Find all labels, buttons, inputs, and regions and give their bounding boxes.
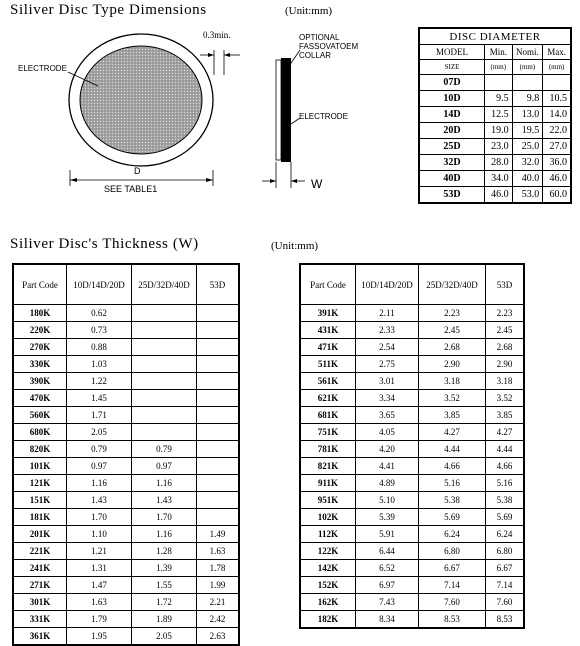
value-cell: 60.0 [543, 187, 571, 204]
value-cell [197, 322, 240, 339]
table-row [300, 560, 524, 577]
value-cell: 2.68 [419, 339, 486, 356]
label-optional: OPTIONAL [299, 33, 340, 42]
value-cell: 7.60 [419, 594, 486, 611]
part-code-cell: 181K [13, 509, 67, 526]
table-row [300, 611, 524, 629]
value-cell: 1.55 [132, 577, 197, 594]
value-cell: 4.05 [356, 424, 419, 441]
value-cell: 0.73 [67, 322, 132, 339]
value-cell [197, 475, 240, 492]
value-cell: 1.03 [67, 356, 132, 373]
value-cell: 5.39 [356, 509, 419, 526]
table-row [419, 155, 571, 171]
value-cell: 2.42 [197, 611, 240, 628]
value-cell: 40.0 [512, 171, 543, 187]
value-cell: 2.21 [197, 594, 240, 611]
value-cell [132, 305, 197, 322]
part-code-cell: 951K [300, 492, 356, 509]
table-row [13, 509, 239, 526]
value-cell: 1.21 [67, 543, 132, 560]
table-row [300, 390, 524, 407]
table-row [300, 407, 524, 424]
thickness-header: 25D/32D/40D [419, 264, 486, 305]
value-cell: 2.68 [486, 339, 525, 356]
part-code-cell: 142K [300, 560, 356, 577]
thickness-right-rows [300, 305, 524, 629]
value-cell: 3.52 [419, 390, 486, 407]
label-see-table: SEE TABLE1 [104, 184, 158, 194]
value-cell: 1.16 [67, 475, 132, 492]
value-cell: 2.11 [356, 305, 419, 322]
part-code-cell: 560K [13, 407, 67, 424]
table-row [419, 171, 571, 187]
table-row [13, 628, 239, 646]
value-cell: 23.0 [485, 139, 513, 155]
value-cell: 3.34 [356, 390, 419, 407]
value-cell: 1.89 [132, 611, 197, 628]
thickness-table-right [299, 263, 525, 629]
value-cell: 3.65 [356, 407, 419, 424]
value-cell: 6.80 [486, 543, 525, 560]
thickness-header: 25D/32D/40D [132, 264, 197, 305]
part-code-cell: 151K [13, 492, 67, 509]
part-code-cell: 152K [300, 577, 356, 594]
value-cell: 12.5 [485, 107, 513, 123]
label-thickness-note: 0.3min. [203, 30, 231, 40]
part-code-cell: 112K [300, 526, 356, 543]
value-cell [132, 339, 197, 356]
value-cell: 6.67 [419, 560, 486, 577]
table-row [13, 458, 239, 475]
table-row [13, 441, 239, 458]
value-cell: 1.79 [67, 611, 132, 628]
value-cell [197, 373, 240, 390]
table-row [300, 322, 524, 339]
value-cell [132, 322, 197, 339]
value-cell: 4.66 [419, 458, 486, 475]
dimensions-unit: (Unit:mm) [285, 5, 333, 17]
value-cell: 1.16 [132, 526, 197, 543]
value-cell: 4.20 [356, 441, 419, 458]
table-row [300, 475, 524, 492]
value-cell: 6.67 [486, 560, 525, 577]
value-cell [132, 356, 197, 373]
table-row [300, 356, 524, 373]
table-row [13, 526, 239, 543]
disc-electrode [80, 46, 202, 154]
part-code-cell: 20D [419, 123, 485, 139]
diameter-subheader: (mm) [512, 60, 543, 75]
disc-side-view [281, 58, 291, 162]
value-cell: 1.10 [67, 526, 132, 543]
value-cell: 2.90 [419, 356, 486, 373]
table-row [300, 458, 524, 475]
value-cell: 8.53 [486, 611, 525, 629]
diameter-header: Nomi. [512, 45, 543, 60]
part-code-cell: 201K [13, 526, 67, 543]
value-cell: 10.5 [543, 91, 571, 107]
part-code-cell: 122K [300, 543, 356, 560]
value-cell [132, 390, 197, 407]
value-cell: 1.78 [197, 560, 240, 577]
value-cell: 1.99 [197, 577, 240, 594]
value-cell: 2.05 [67, 424, 132, 441]
value-cell: 3.18 [486, 373, 525, 390]
value-cell: 0.97 [132, 458, 197, 475]
table-row [13, 424, 239, 441]
value-cell: 4.27 [419, 424, 486, 441]
part-code-cell: 301K [13, 594, 67, 611]
value-cell: 4.41 [356, 458, 419, 475]
table-row [300, 305, 524, 322]
value-cell: 1.47 [67, 577, 132, 594]
value-cell: 9.8 [512, 91, 543, 107]
thickness-title: Siliver Disc's Thickness (W) [10, 236, 199, 252]
value-cell: 46.0 [485, 187, 513, 204]
value-cell: 1.45 [67, 390, 132, 407]
value-cell: 0.88 [67, 339, 132, 356]
value-cell: 5.69 [486, 509, 525, 526]
value-cell: 22.0 [543, 123, 571, 139]
value-cell: 2.45 [419, 322, 486, 339]
value-cell: 53.0 [512, 187, 543, 204]
table-row [300, 424, 524, 441]
value-cell: 2.33 [356, 322, 419, 339]
part-code-cell: 220K [13, 322, 67, 339]
diameter-header: Max. [543, 45, 571, 60]
table-row [13, 390, 239, 407]
table-row [13, 322, 239, 339]
value-cell: 2.63 [197, 628, 240, 646]
thickness-header: Part Code [300, 264, 356, 305]
part-code-cell: 390K [13, 373, 67, 390]
value-cell [197, 509, 240, 526]
thickness-header: 53D [197, 264, 240, 305]
value-cell: 6.52 [356, 560, 419, 577]
value-cell [132, 407, 197, 424]
value-cell: 13.0 [512, 107, 543, 123]
diameter-rows [419, 75, 571, 204]
value-cell [197, 424, 240, 441]
part-code-cell: 821K [300, 458, 356, 475]
diameter-header: MODEL [419, 45, 485, 60]
value-cell: 46.0 [543, 171, 571, 187]
value-cell [197, 441, 240, 458]
value-cell: 34.0 [485, 171, 513, 187]
part-code-cell: 330K [13, 356, 67, 373]
diameter-subheader: (mm) [543, 60, 571, 75]
table-row [419, 75, 571, 91]
value-cell: 3.85 [419, 407, 486, 424]
part-code-cell: 331K [13, 611, 67, 628]
part-code-cell: 10D [419, 91, 485, 107]
diameter-subheader: (mm) [485, 60, 513, 75]
table-row [13, 594, 239, 611]
table-row [300, 492, 524, 509]
part-code-cell: 102K [300, 509, 356, 526]
part-code-cell: 561K [300, 373, 356, 390]
part-code-cell: 07D [419, 75, 485, 91]
value-cell: 6.24 [486, 526, 525, 543]
part-code-cell: 32D [419, 155, 485, 171]
value-cell: 1.71 [67, 407, 132, 424]
value-cell: 1.28 [132, 543, 197, 560]
value-cell: 1.72 [132, 594, 197, 611]
part-code-cell: 680K [13, 424, 67, 441]
part-code-cell: 180K [13, 305, 67, 322]
label-electrode-right: ELECTRODE [299, 112, 348, 121]
value-cell: 1.49 [197, 526, 240, 543]
value-cell: 7.60 [486, 594, 525, 611]
value-cell: 5.16 [486, 475, 525, 492]
value-cell: 7.43 [356, 594, 419, 611]
part-code-cell: 681K [300, 407, 356, 424]
table-row [300, 526, 524, 543]
value-cell: 2.75 [356, 356, 419, 373]
value-cell: 4.27 [486, 424, 525, 441]
value-cell [197, 356, 240, 373]
value-cell: 25.0 [512, 139, 543, 155]
value-cell: 3.18 [419, 373, 486, 390]
table-row [13, 305, 239, 322]
label-passivation: FASSOVATOEM [299, 42, 359, 51]
part-code-cell: 751K [300, 424, 356, 441]
thickness-header: 10D/14D/20D [67, 264, 132, 305]
value-cell [132, 373, 197, 390]
part-code-cell: 271K [13, 577, 67, 594]
part-code-cell: 40D [419, 171, 485, 187]
table-row [300, 373, 524, 390]
value-cell: 1.70 [132, 509, 197, 526]
value-cell: 5.16 [419, 475, 486, 492]
part-code-cell: 270K [13, 339, 67, 356]
thickness-table-left [12, 263, 240, 646]
thickness-header: 10D/14D/20D [356, 264, 419, 305]
part-code-cell: 241K [13, 560, 67, 577]
table-row [13, 492, 239, 509]
table-row [419, 91, 571, 107]
value-cell: 32.0 [512, 155, 543, 171]
value-cell: 5.38 [486, 492, 525, 509]
part-code-cell: 121K [13, 475, 67, 492]
value-cell [197, 458, 240, 475]
value-cell [197, 339, 240, 356]
value-cell: 6.97 [356, 577, 419, 594]
value-cell: 1.16 [132, 475, 197, 492]
value-cell: 3.85 [486, 407, 525, 424]
value-cell: 2.54 [356, 339, 419, 356]
label-d: D [134, 166, 141, 176]
value-cell: 1.22 [67, 373, 132, 390]
value-cell: 36.0 [543, 155, 571, 171]
thickness-left-rows [13, 305, 239, 646]
value-cell: 8.34 [356, 611, 419, 629]
part-code-cell: 511K [300, 356, 356, 373]
table-row [300, 509, 524, 526]
part-code-cell: 101K [13, 458, 67, 475]
part-code-cell: 53D [419, 187, 485, 204]
dimensions-title: Siliver Disc Type Dimensions [10, 2, 207, 18]
table-row [13, 543, 239, 560]
value-cell: 4.66 [486, 458, 525, 475]
value-cell: 7.14 [419, 577, 486, 594]
value-cell: 2.45 [486, 322, 525, 339]
table-row [13, 577, 239, 594]
label-electrode-left: ELECTRODE [18, 64, 67, 73]
label-collar: COLLAR [299, 51, 332, 60]
value-cell: 1.39 [132, 560, 197, 577]
table-row [13, 356, 239, 373]
diameter-header: Min. [485, 45, 513, 60]
value-cell: 1.43 [132, 492, 197, 509]
value-cell [132, 424, 197, 441]
value-cell [197, 407, 240, 424]
thickness-header: Part Code [13, 264, 67, 305]
value-cell: 6.80 [419, 543, 486, 560]
value-cell: 2.23 [419, 305, 486, 322]
value-cell: 2.23 [486, 305, 525, 322]
value-cell: 5.38 [419, 492, 486, 509]
table-row [13, 475, 239, 492]
value-cell: 3.01 [356, 373, 419, 390]
table-row [300, 339, 524, 356]
value-cell: 2.90 [486, 356, 525, 373]
value-cell [543, 75, 571, 91]
table-row [300, 441, 524, 458]
part-code-cell: 14D [419, 107, 485, 123]
value-cell: 1.95 [67, 628, 132, 646]
part-code-cell: 182K [300, 611, 356, 629]
part-code-cell: 391K [300, 305, 356, 322]
table-row [13, 339, 239, 356]
value-cell: 4.89 [356, 475, 419, 492]
value-cell: 0.62 [67, 305, 132, 322]
value-cell [485, 75, 513, 91]
value-cell: 6.44 [356, 543, 419, 560]
part-code-cell: 470K [13, 390, 67, 407]
value-cell: 1.70 [67, 509, 132, 526]
part-code-cell: 820K [13, 441, 67, 458]
table-row [300, 577, 524, 594]
value-cell: 5.10 [356, 492, 419, 509]
value-cell: 5.69 [419, 509, 486, 526]
value-cell: 27.0 [543, 139, 571, 155]
value-cell: 4.44 [486, 441, 525, 458]
value-cell: 14.0 [543, 107, 571, 123]
diameter-caption: DISC DIAMETER [419, 28, 571, 45]
value-cell: 19.0 [485, 123, 513, 139]
part-code-cell: 25D [419, 139, 485, 155]
part-code-cell: 162K [300, 594, 356, 611]
disc-diameter-table [418, 27, 572, 204]
table-row [300, 594, 524, 611]
part-code-cell: 471K [300, 339, 356, 356]
value-cell: 0.79 [67, 441, 132, 458]
value-cell: 19.5 [512, 123, 543, 139]
table-row [419, 139, 571, 155]
table-row [13, 373, 239, 390]
value-cell: 3.52 [486, 390, 525, 407]
diameter-subheader: SIZE [419, 60, 485, 75]
value-cell: 1.63 [67, 594, 132, 611]
value-cell: 1.31 [67, 560, 132, 577]
table-row [419, 187, 571, 204]
part-code-cell: 431K [300, 322, 356, 339]
label-w: W [311, 177, 323, 191]
value-cell [197, 390, 240, 407]
table-row [13, 407, 239, 424]
thickness-header: 53D [486, 264, 525, 305]
value-cell: 8.53 [419, 611, 486, 629]
value-cell: 9.5 [485, 91, 513, 107]
table-row [13, 560, 239, 577]
value-cell: 2.05 [132, 628, 197, 646]
part-code-cell: 911K [300, 475, 356, 492]
part-code-cell: 621K [300, 390, 356, 407]
part-code-cell: 221K [13, 543, 67, 560]
value-cell: 6.24 [419, 526, 486, 543]
value-cell [197, 305, 240, 322]
part-code-cell: 361K [13, 628, 67, 646]
value-cell: 4.44 [419, 441, 486, 458]
value-cell: 7.14 [486, 577, 525, 594]
table-row [419, 107, 571, 123]
thickness-unit: (Unit:mm) [271, 240, 319, 252]
value-cell [197, 492, 240, 509]
value-cell: 28.0 [485, 155, 513, 171]
table-row [419, 123, 571, 139]
value-cell [512, 75, 543, 91]
table-row [13, 611, 239, 628]
value-cell: 0.79 [132, 441, 197, 458]
value-cell: 5.91 [356, 526, 419, 543]
value-cell: 0.97 [67, 458, 132, 475]
part-code-cell: 781K [300, 441, 356, 458]
value-cell: 1.63 [197, 543, 240, 560]
table-row [300, 543, 524, 560]
value-cell: 1.43 [67, 492, 132, 509]
